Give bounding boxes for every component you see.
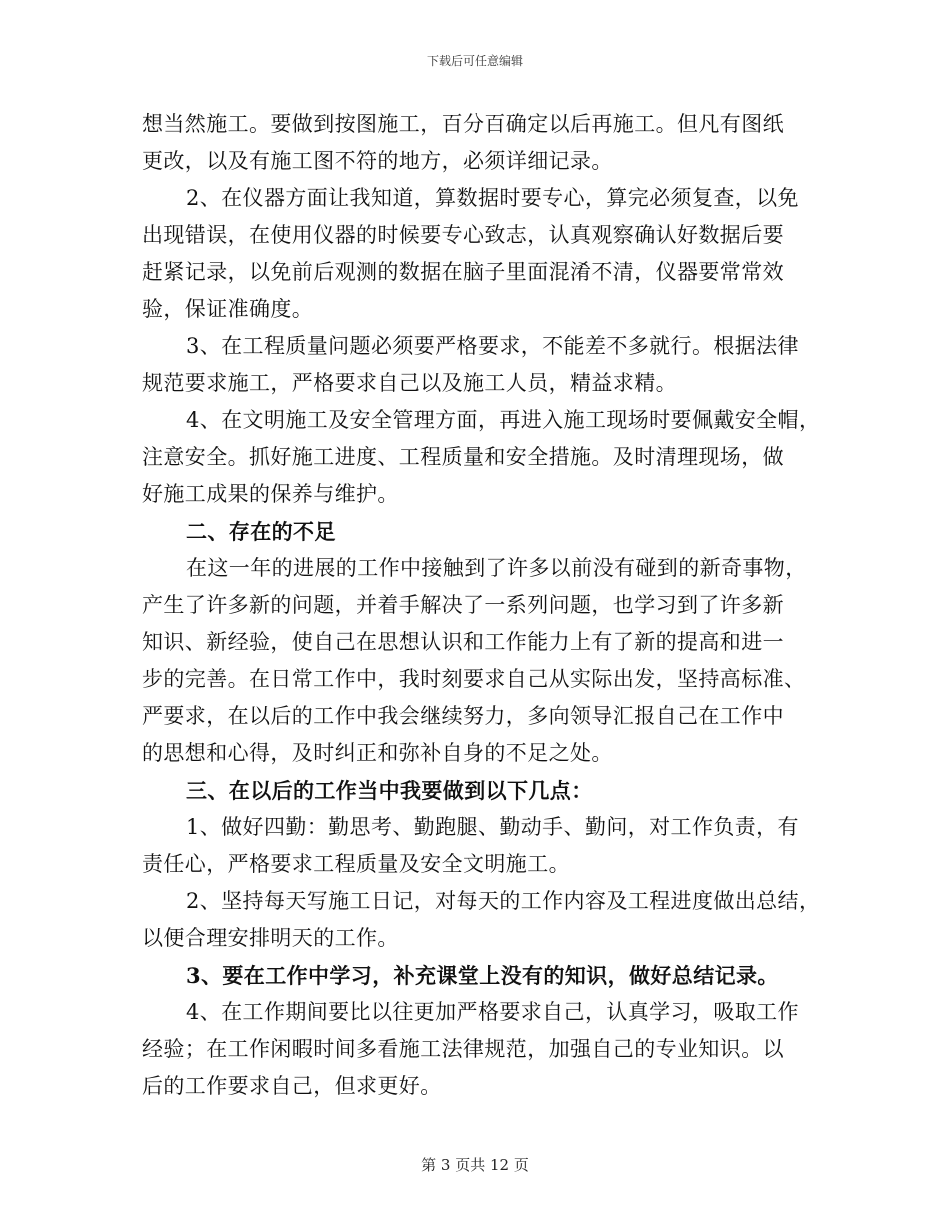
text-line: 验，保证准确度。 [142,297,314,321]
text-line: 责任心，严格要求工程质量及安全文明施工。 [142,852,570,876]
document-body [142,106,822,1105]
page-header: 下载后可任意编辑 [426,54,523,68]
text-line: 严要求，在以后的工作中我会继续努力，多向领导汇报自己在工作中 [142,704,784,728]
text-line: 规范要求施工，严格要求自己以及施工人员，精益求精。 [142,371,677,395]
text-line: 4、在工作期间要比以往更加严格要求自己，认真学习，吸取工作 [186,1000,799,1024]
text-line: 3、在工程质量问题必须要严格要求，不能差不多就行。根据法律 [186,334,799,358]
text-line: 好施工成果的保养与维护。 [142,482,399,506]
text-line: 注意安全。抓好施工进度、工程质量和安全措施。及时清理现场，做 [142,445,784,469]
text-line: 赶紧记录，以免前后观测的数据在脑子里面混淆不清，仪器要常常效 [142,260,784,284]
text-line: 出现错误，在使用仪器的时候要专心致志，认真观察确认好数据后要 [142,223,784,247]
text-line: 在这一年的进展的工作中接触到了许多以前没有碰到的新奇事物， [186,556,807,580]
text-line: 步的完善。在日常工作中，我时刻要求自己从实际出发，坚持高标准、 [142,667,806,691]
text-line: 想当然施工。要做到按图施工，百分百确定以后再施工。但凡有图纸 [142,112,784,136]
text-line: 以便合理安排明天的工作。 [142,926,399,950]
text-line: 4、在文明施工及安全管理方面，再进入施工现场时要佩戴安全帽， [186,408,821,432]
text-line: 经验；在工作闲暇时间多看施工法律规范，加强自己的专业知识。以 [142,1037,784,1061]
text-line: 知识、新经验，使自己在思想认识和工作能力上有了新的提高和进一 [142,630,784,654]
bold-text-line: 3、要在工作中学习，补充课堂上没有的知识，做好总结记录。 [186,963,779,988]
text-line: 产生了许多新的问题，并着手解决了一系列问题，也学习到了许多新 [142,593,784,617]
text-line: 1、做好四勤：勤思考、勤跑腿、勤动手、勤问，对工作负责，有 [186,815,799,839]
section-heading: 二、存在的不足 [186,519,336,544]
text-line: 的思想和心得，及时纠正和弥补自身的不足之处。 [142,741,613,765]
section-heading: 三、在以后的工作当中我要做到以下几点： [186,778,593,803]
page-number: 第 3 页共 12 页 [421,1156,529,1174]
text-line: 更改，以及有施工图不符的地方，必须详细记录。 [142,149,613,173]
text-line: 2、在仪器方面让我知道，算数据时要专心，算完必须复查，以免 [186,186,799,210]
text-line: 后的工作要求自己，但求更好。 [142,1074,442,1098]
text-line: 2、坚持每天写施工日记，对每天的工作内容及工程进度做出总结， [186,889,821,913]
